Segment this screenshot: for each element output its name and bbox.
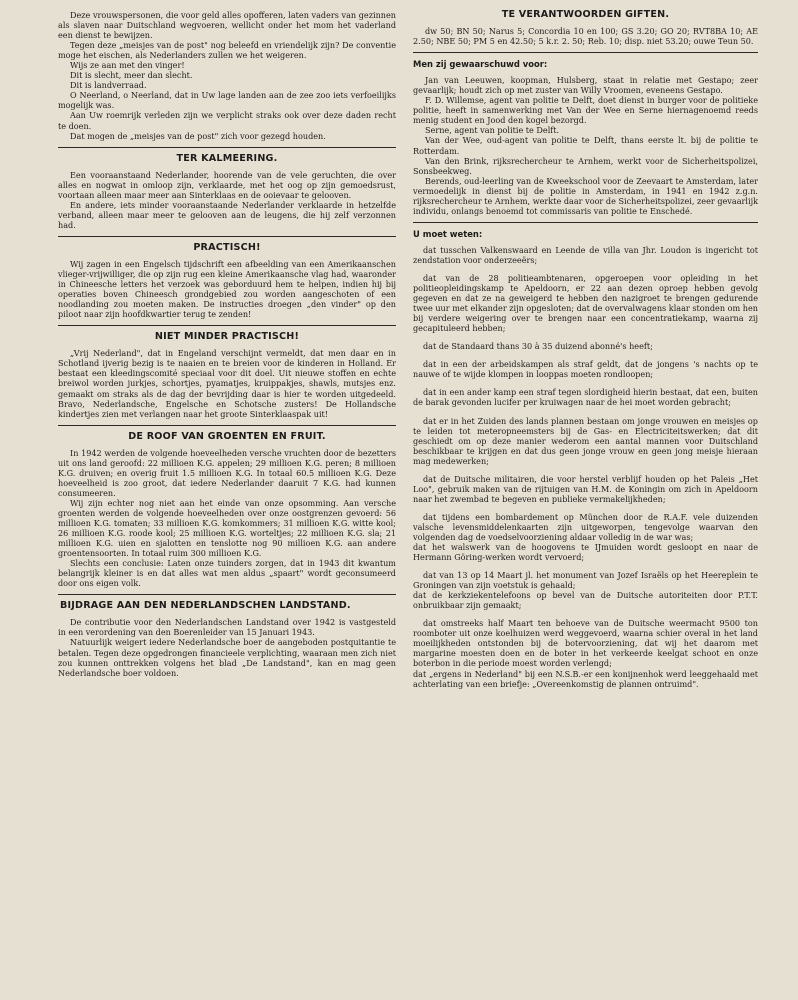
section-paragraph: Natuurlijk weigert iedere Nederlandsche boer de aangeboden postquitantie te betalen. Tegen deze opgedrongen financieele verplichting, waaraan men zich niet zou kunnen onttrekken volgens het blad „De Landstand", kan en mag geen Nederlandsche boer voldoen.	[58, 637, 396, 678]
list-item-text: dat de Standaard thans 30 à 35 duizend abonné's heeft;	[423, 341, 653, 352]
poem-line: Dat mogen de „meisjes van de post" zich voor gezegd houden.	[70, 130, 326, 141]
right-column	[413, 10, 758, 697]
section-paragraph: Een vooraanstaand Nederlander, hoorende van de vele geruchten, die over alles en nogwat in omloop zijn, verklaarde, met het oog op zijn gemoedsrust, voortaan alleen maar meer aan Sinterklaas en de ooievaar te gelooven.	[58, 169, 396, 200]
section-title-weten: U moet weten:	[413, 228, 483, 239]
poem-line: Aan Uw roemrijk verleden zijn we verplicht straks ook over deze daden recht te doen.	[58, 110, 396, 131]
list-item	[413, 341, 758, 351]
section-title-practisch: PRACTISCH!	[193, 241, 261, 253]
section-title-minder-practisch: NIET MINDER PRACTISCH!	[154, 331, 300, 343]
warning-entry: Jan van Leeuwen, koopman, Hulsberg, staat in relatie met Gestapo; zeer gevaarlijk; houdt zich op met zuster van Willy Vroomen, eveneens Gestapo.	[413, 75, 758, 96]
section-paragraph: In 1942 werden de volgende hoeveelheden versche vruchten door de bezetters uit ons land geroofd: 22 millioen K.G. appelen; 29 millioen K.G. peren; 8 millioen K.G. druiven; en overig fruit 1.5 millioen K.G. In totaal 60.5 millioen K.G. Deze hoeveelheid is zoo groot, dat iedere Nederlander daaruit 7 K.G. had kunnen consumeeren.	[58, 447, 396, 498]
warning-entry: Serne, agent van politie te Delft.	[425, 125, 560, 136]
list-item-text: dat tijdens een bombardement op München door de R.A.F. vele duizenden valsche levensmiddelenkaarten zijn uitgeworpen, tengevolge waarvan den volgenden dag de voedselvoorziening aldaar volledig in de war was; dat het walswerk van de hoogovens te IJmuiden wordt gesloopt en naar de Hermann Göring-werken wordt vervoerd;	[413, 511, 758, 563]
section-paragraph: En andere, iets minder vooraanstaande Nederlander verklaarde in hetzelfde verband, alleen maar meer te gelooven aan de leugens, die hij zelf verzonnen had.	[58, 199, 396, 230]
section-title-gewaarschuwd: Men zij gewaarschuwd voor:	[413, 59, 548, 70]
left-column	[58, 10, 396, 678]
section-title-kalmeering: TER KALMEERING.	[176, 152, 278, 164]
poem-line: Wijs ze aan met den vinger!	[70, 60, 185, 71]
list-item	[413, 570, 758, 610]
list-item	[413, 273, 758, 333]
list-item	[413, 359, 758, 379]
section-paragraph: De contributie voor den Nederlandschen Landstand over 1942 is vastgesteld in een verordening van den Boerenleider van 15 Januari 1943.	[58, 617, 396, 638]
list-item-text: dat van de 28 politieambtenaren, opgeroepen voor opleiding in het politieopleidingskamp te Apeldoorn, er 22 aan dezen oproep hebben gevolg gegeven en dat ze na geweigerd te hebben den nazigroet te brengen gedurende twee uur met elkander zijn opgesloten; dat de overvalwagens klaar stonden om hen bij verdere weigering over te brengen naar een concentratiekamp, waarna zij gecapituleerd hebben;	[413, 272, 758, 334]
section-divider	[58, 325, 396, 326]
section-divider	[58, 236, 396, 237]
intro-paragraph: Tegen deze „meisjes van de post" nog beleefd en vriendelijk zijn? De conventie moge het eischen, als Nederlanders zullen we het weigeren.	[58, 40, 396, 61]
warning-entry: Van den Brink, rijksrechercheur te Arnhem, werkt voor de Sicherheitspolizei, Sonsbeekweg.	[413, 155, 758, 176]
list-item-text: dat er in het Zuiden des lands plannen bestaan om jonge vrouwen en meisjes op te leiden tot meteropneemsters bij de Gas- en Electriciteitswerken; dat dit geschiedt om op deze manier wederom een aantal mannen voor Duitschland beschikbaar te krijgen en dat dus geen jonge vrouw en geen jong meisje hieraan mag medewerken;	[413, 415, 758, 466]
list-item-text: dat de Duitsche militairen, die voor herstel verblijf houden op het Paleis „Het Loo", gebruik maken van de rijtuigen van H.M. de Koningin om zich in Apeldoorn naar het zwembad te begeven en publieke vermakelijkheden;	[413, 473, 758, 504]
list-item-text: dat in een ander kamp een straf tegen slordigheid hierin bestaat, dat een, buiten de barak gevonden lucifer per kruiwagen naar de hei moet worden gebracht;	[413, 387, 758, 408]
section-paragraph: Wij zagen in een Engelsch tijdschrift een afbeelding van een Amerikaanschen vlieger-vrijwilliger, die op zijn rug een kleine Amerikaansche vlag had, waaronder in Chineesche letters het verzoek was geborduurd hem te helpen, indien hij bij operaties boven Chineesch grondgebied zou worden aangeschoten of een noodlanding zou moeten maken. De instructies droegen „den vinder" op den piloot naar zijn hoofdkwartier terug te zenden!	[58, 258, 396, 320]
section-title-bijdrage: BIJDRAGE AAN DEN NEDERLANDSCHEN LANDSTAND.	[60, 600, 351, 612]
section-title-roof: DE ROOF VAN GROENTEN EN FRUIT.	[128, 430, 326, 442]
poem-line: Dit is landverraad.	[70, 80, 147, 91]
section-paragraph: Slechts een conclusie: Laten onze tuinders zorgen, dat in 1943 dit kwantum belangrijk kleiner is en dat alles wat men aldus „spaart" wordt geconsumeerd door ons eigen volk.	[58, 558, 396, 589]
intro-paragraph: Deze vrouwspersonen, die voor geld alles opofferen, laten vaders van gezinnen als slaven naar Duitschland wegvoeren, wellicht onder het mom het vaderland een dienst te bewijzen.	[58, 10, 396, 41]
section-divider	[413, 52, 758, 53]
list-item	[413, 474, 758, 504]
section-divider	[58, 594, 396, 595]
list-item	[413, 416, 758, 466]
list-item-text: dat in een der arbeidskampen als straf geldt, dat de jongens 's nachts op te nauwe of te wijde klompen in looppas moeten rondloopen;	[413, 359, 758, 380]
section-divider	[58, 425, 396, 426]
poem-line: Dit is slecht, meer dan slecht.	[70, 70, 193, 81]
list-item	[413, 387, 758, 407]
section-divider	[413, 222, 758, 223]
section-title-giften: TE VERANTWOORDEN GIFTEN.	[501, 9, 670, 20]
list-item-text: dat omstreeks half Maart ten behoeve van de Duitsche weermacht 9500 ton roomboter uit onze koelhuizen werd weggevoerd, waarna schier overal in het land moeilijkheden ontstonden bij de botervoorziening, dat wij het daarom met margarine moesten doen en de boter in het verkeerde keelgat schoot en onze boterbon in die periode moest worden verlengd; dat „ergens in Nederland" bij een N.S.B.-er een konijnenhok werd leeggehaald met achterlating van een briefje: „Overeenkomstig de plannen ontruimd".	[413, 618, 758, 689]
warning-entry: Berends, oud-leerling van de Kweekschool voor de Zeevaart te Amsterdam, later vermoedelijk in dienst bij de politie in Amsterdam, in 1941 en 1942 z.g.n. rijksrechercheur te Arnhem, werkte daar voor de Sicherheitspolizei, zeer gevaarlijk individu, onlangs benoemd tot commissaris van politie te Enschedé.	[413, 175, 758, 216]
poem-line: O Neerland, o Neerland, dat in Uw lage landen aan de zee zoo iets verfoeilijks mogelijk was.	[58, 90, 396, 111]
list-item-text: dat tusschen Valkenswaard en Leende de villa van Jhr. Loudon is ingericht tot zendstation voor onderzeeërs;	[413, 244, 758, 265]
warning-entry: F. D. Willemse, agent van politie te Delft, doet dienst in burger voor de politieke politie, heeft in samenwerking met Van der Wee en Serne hiernagenoemd reeds menig student en Jood den kogel bezorgd.	[413, 95, 758, 126]
giften-list: dw 50; BN 50; Narus 5; Concordia 10 en 100; GS 3.20; GO 20; RVT8BA 10; AE 2.50; NBE 50; PM 5 en 42.50; 5 k.r. 2. 50; Reb. 10; disp. niet 53.20; ouwe Teun 50.	[413, 26, 758, 47]
section-paragraph: Wij zijn echter nog niet aan het einde van onze opsomming. Aan versche groenten werden de volgende hoeveelheden over onze oostgrenzen gevoerd: 56 millioen K.G. tomaten; 33 millioen K.G. komkommers; 31 millioen K.G. witte kool; 26 millioen K.G. roode kool; 25 millioen K.G. worteltjes; 22 millioen K.G. sla; 21 millioen K.G. uien en sjalotten en tenslotte nog 90 millioen K.G. aan andere groentensoorten. In totaal ruim 300 millioen K.G.	[58, 497, 396, 559]
section-paragraph: „Vrij Nederland", dat in Engeland verschijnt vermeldt, dat men daar en in Schotland ijverig bezig is te naaien en te breien voor de kinderen in Holland. Er bestaat een kleedingscomité speciaal voor dit doel. Uit nieuwe stoffen en echte breiwol worden jurkjes, schortjes, pyamatjes, kruippakjes, shawls, mutsjes enz. gemaakt om straks als de dag der bevrijding daar is hier te worden uitgedeeld. Bravo, Nederlandsche, Engelsche en Schotsche zusters! De Hollandsche kindertjes zien met verlangen naar het groote Sinterklaaspak uit!	[58, 348, 396, 419]
warning-entry: Van der Wee, oud-agent van politie te Delft, thans eerste lt. bij de politie te Rotterdam.	[413, 135, 758, 156]
list-item	[413, 512, 758, 562]
list-item	[413, 245, 758, 265]
list-item-text: dat van 13 op 14 Maart jl. het monument van Jozef Israëls op het Heereplein te Groningen van zijn voetstuk is gehaald; dat de kerkziekentelefoons op bevel van de Duitsche autoriteiten door P.T.T. onbruikbaar zijn gemaakt;	[413, 570, 758, 611]
list-item	[413, 618, 758, 688]
section-divider	[58, 147, 396, 148]
